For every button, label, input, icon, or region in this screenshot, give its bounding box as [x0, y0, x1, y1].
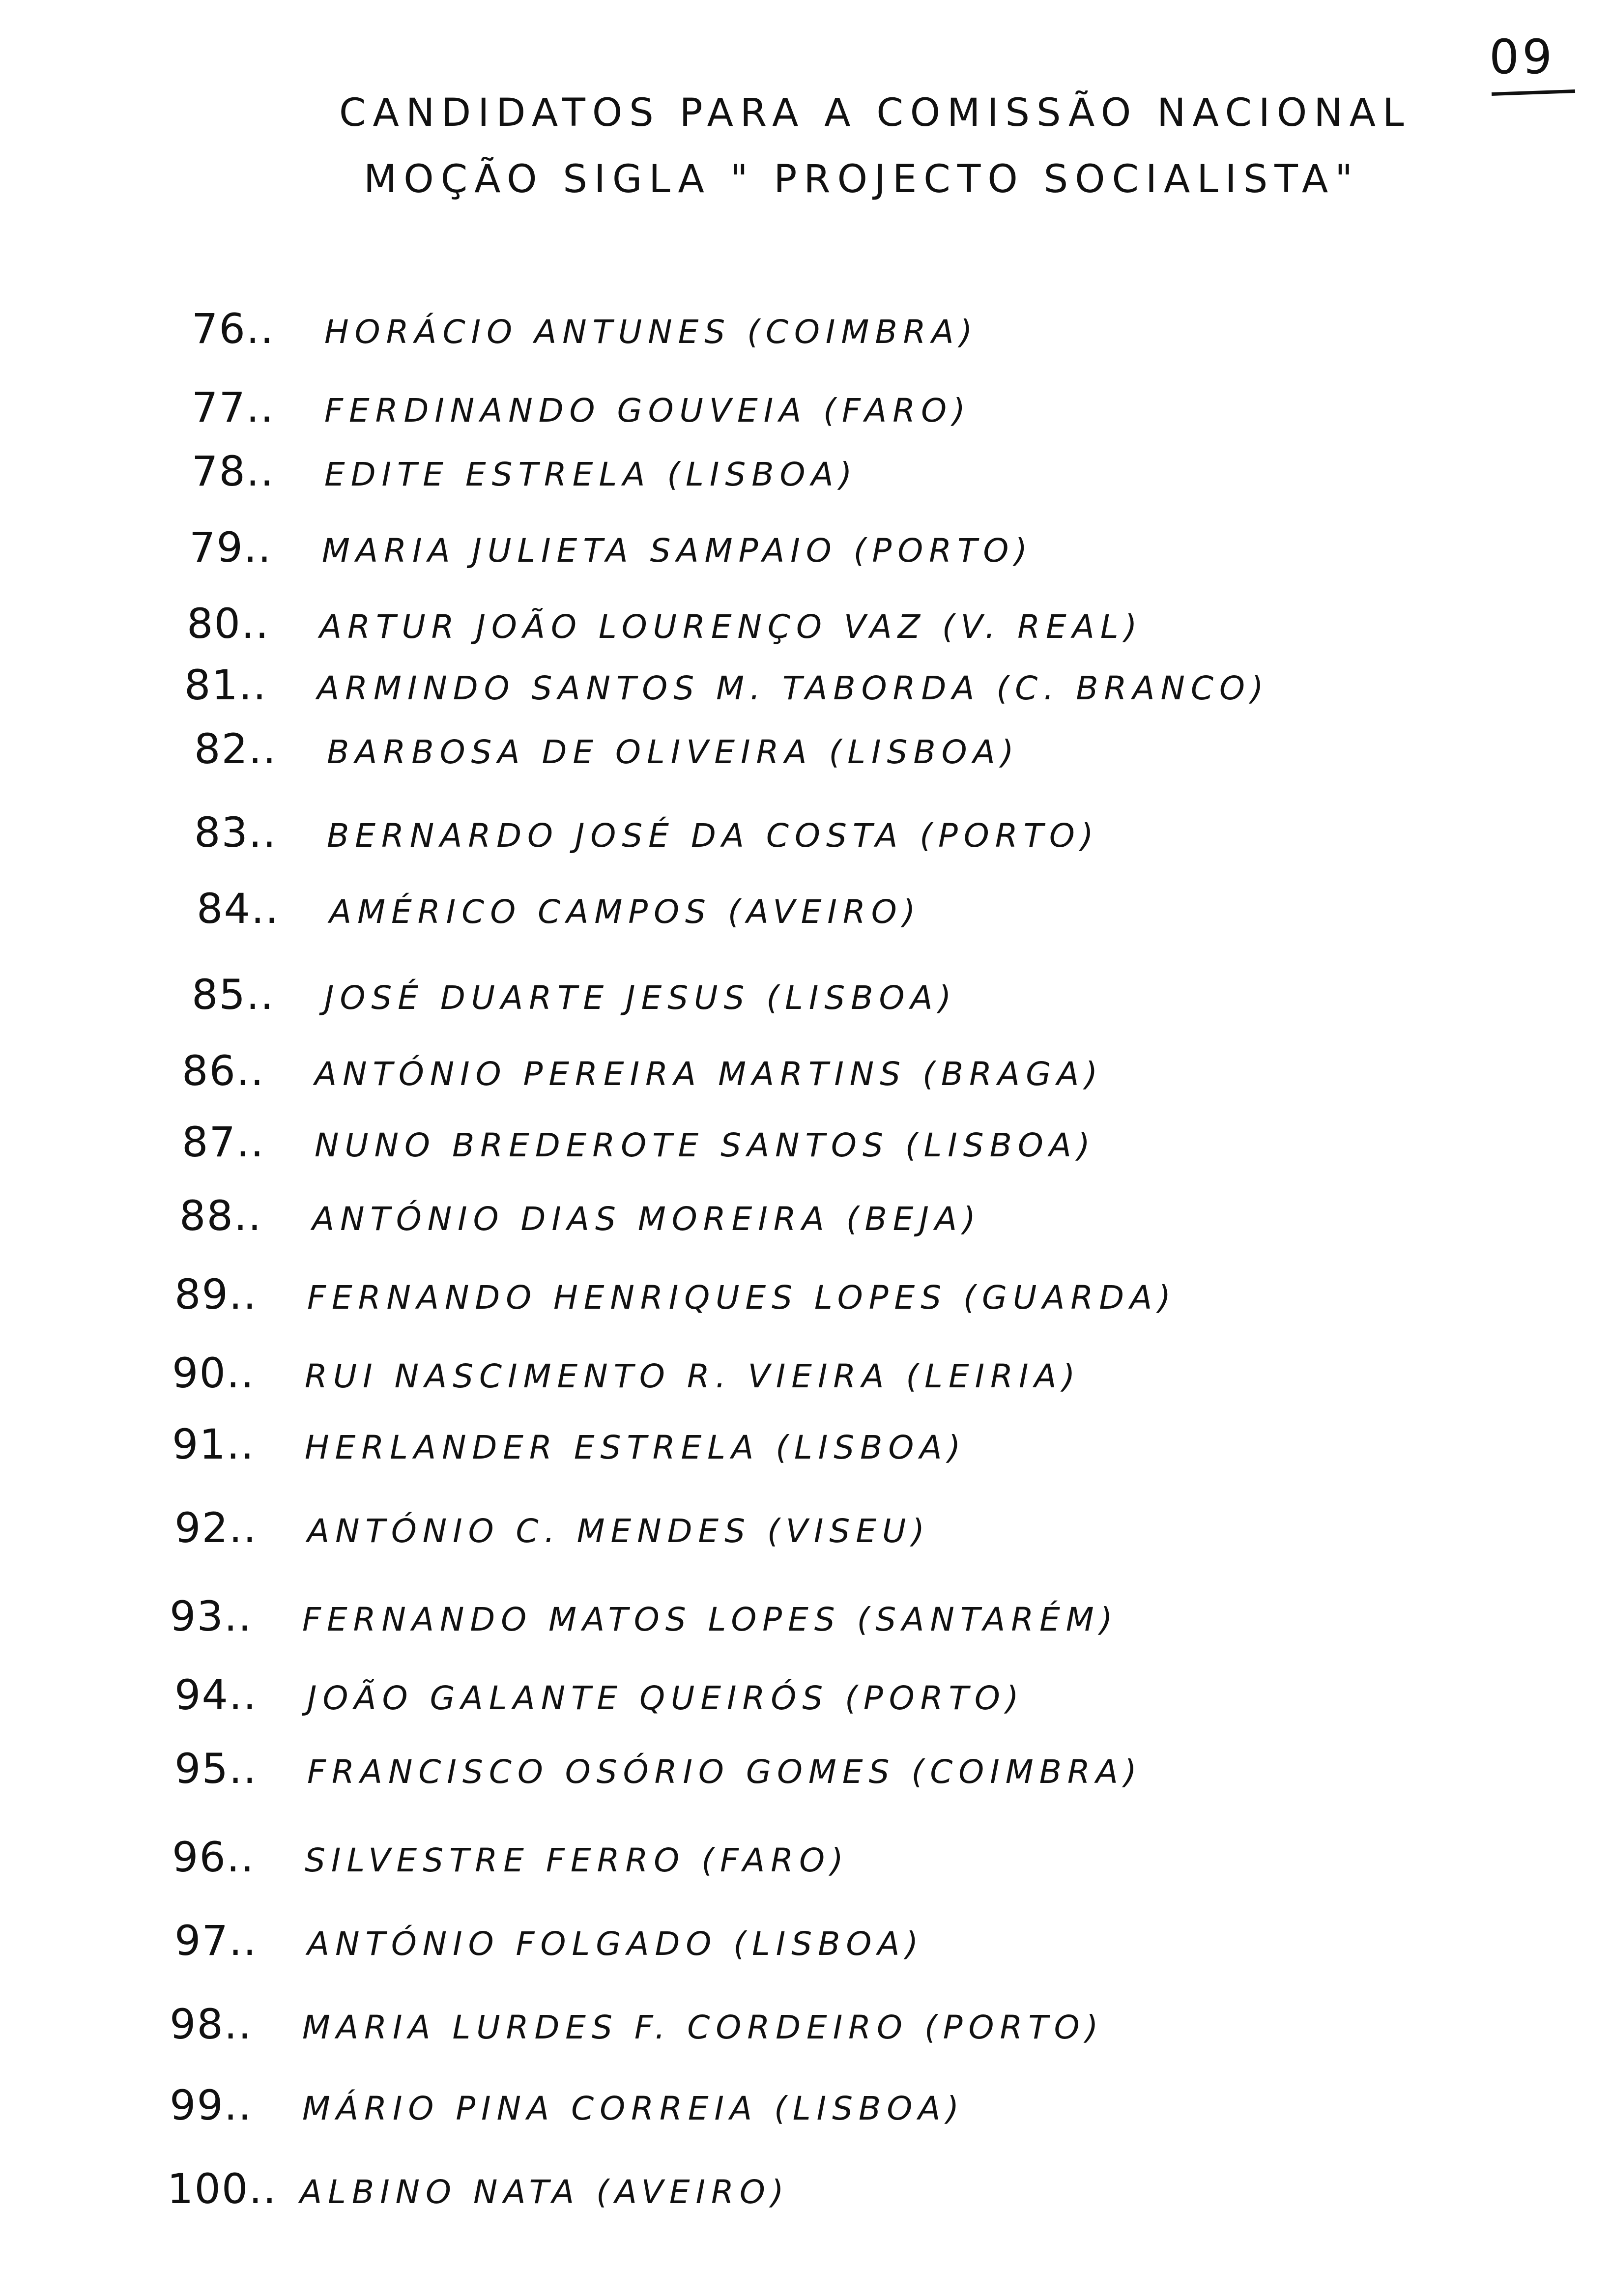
- candidate-row: [167, 2165, 790, 2213]
- candidate-name: ARMINDO SANTOS M. TABORDA (C. BRANCO): [317, 669, 1269, 707]
- candidate-name: RUI NASCIMENTO R. VIEIRA (LEIRIA): [305, 1357, 1081, 1395]
- candidate-name: ARTUR JOÃO LOURENÇO VAZ (V. REAL): [319, 608, 1143, 646]
- candidate-row: [170, 1592, 1118, 1640]
- candidate-number: 89..: [174, 1270, 258, 1319]
- candidate-number: 93..: [170, 1592, 253, 1640]
- candidate-number: 78..: [192, 447, 275, 495]
- candidate-name: MÁRIO PINA CORREIA (LISBOA): [302, 2090, 965, 2127]
- candidate-name: ANTÓNIO FOLGADO (LISBOA): [307, 1925, 924, 1963]
- candidate-name: FRANCISCO OSÓRIO GOMES (COIMBRA): [307, 1753, 1143, 1791]
- candidate-row: [174, 1917, 924, 1965]
- candidate-name: MARIA JULIETA SAMPAIO (PORTO): [322, 532, 1034, 570]
- candidate-number: 97..: [174, 1917, 258, 1965]
- candidate-name: BERNARDO JOSÉ DA COSTA (PORTO): [327, 817, 1099, 855]
- candidate-number: 84..: [197, 885, 280, 933]
- candidate-row: [172, 1420, 966, 1468]
- candidate-number: 86..: [182, 1047, 265, 1095]
- candidate-row: [192, 971, 957, 1019]
- candidate-name: ANTÓNIO PEREIRA MARTINS (BRAGA): [315, 1055, 1104, 1093]
- candidate-row: [172, 1349, 1081, 1397]
- candidate-name: ANTÓNIO DIAS MOREIRA (BEJA): [312, 1200, 981, 1238]
- candidate-number: 82..: [194, 725, 277, 773]
- candidate-name: HERLANDER ESTRELA (LISBOA): [305, 1429, 967, 1466]
- candidate-row: [192, 383, 971, 431]
- candidate-name: NUNO BREDEROTE SANTOS (LISBOA): [315, 1126, 1096, 1164]
- candidate-name: HORÁCIO ANTUNES (COIMBRA): [324, 313, 979, 351]
- candidate-number: 90..: [172, 1349, 255, 1397]
- candidate-number: 79..: [189, 523, 272, 572]
- candidate-number: 95..: [174, 1745, 258, 1793]
- candidate-row: [184, 661, 1269, 709]
- candidate-row: [174, 1671, 1025, 1719]
- candidate-number: 76..: [192, 305, 275, 353]
- candidate-row: [174, 1745, 1143, 1793]
- candidate-number: 85..: [192, 971, 275, 1019]
- candidate-row: [189, 523, 1033, 572]
- candidate-row: [197, 885, 921, 933]
- candidate-number: 91..: [172, 1420, 255, 1468]
- candidate-row: [194, 808, 1099, 857]
- candidate-name: EDITE ESTRELA (LISBOA): [324, 456, 858, 493]
- candidate-name: SILVESTRE FERRO (FARO): [305, 1841, 849, 1879]
- candidate-name: ANTÓNIO C. MENDES (VISEU): [307, 1512, 931, 1550]
- candidate-number: 94..: [174, 1671, 258, 1719]
- candidate-row: [170, 2000, 1104, 2048]
- candidate-number: 83..: [194, 808, 277, 857]
- candidate-name: BARBOSA DE OLIVEIRA (LISBOA): [327, 733, 1020, 771]
- candidate-row: [182, 1118, 1096, 1166]
- candidate-name: MARIA LURDES F. CORDEIRO (PORTO): [302, 2009, 1104, 2046]
- document-title-line-2: MOÇÃO SIGLA " PROJECTO SOCIALISTA": [364, 157, 1360, 201]
- candidate-name: FERDINANDO GOUVEIA (FARO): [324, 392, 971, 430]
- candidate-number: 81..: [184, 661, 267, 709]
- candidate-number: 88..: [179, 1192, 262, 1240]
- candidate-number: 99..: [170, 2081, 253, 2129]
- candidate-row: [174, 1270, 1177, 1319]
- candidate-name: ALBINO NATA (AVEIRO): [300, 2173, 790, 2211]
- candidate-row: [182, 1047, 1103, 1095]
- candidate-name: FERNANDO MATOS LOPES (SANTARÉM): [302, 1601, 1119, 1638]
- candidate-name: AMÉRICO CAMPOS (AVEIRO): [329, 893, 921, 931]
- candidate-number: 98..: [170, 2000, 253, 2048]
- candidate-number: 87..: [182, 1118, 265, 1166]
- candidate-number: 96..: [172, 1833, 255, 1881]
- candidate-row: [172, 1833, 849, 1881]
- page-number: 09: [1489, 29, 1555, 85]
- candidate-row: [170, 2081, 965, 2129]
- candidate-row: [187, 600, 1143, 648]
- candidate-number: 80..: [187, 600, 270, 648]
- candidate-row: [179, 1192, 981, 1240]
- candidate-row: [194, 725, 1020, 773]
- candidate-row: [192, 305, 978, 353]
- candidate-number: 100..: [167, 2165, 277, 2213]
- candidate-name: FERNANDO HENRIQUES LOPES (GUARDA): [307, 1279, 1177, 1317]
- candidate-row: [192, 447, 858, 495]
- candidate-number: 92..: [174, 1504, 258, 1552]
- candidate-row: [174, 1504, 930, 1552]
- candidate-number: 77..: [192, 383, 275, 431]
- candidate-name: JOSÉ DUARTE JESUS (LISBOA): [324, 979, 957, 1017]
- candidate-name: JOÃO GALANTE QUEIRÓS (PORTO): [307, 1679, 1025, 1717]
- document-title-line-1: CANDIDATOS PARA A COMISSÃO NACIONAL: [339, 91, 1411, 135]
